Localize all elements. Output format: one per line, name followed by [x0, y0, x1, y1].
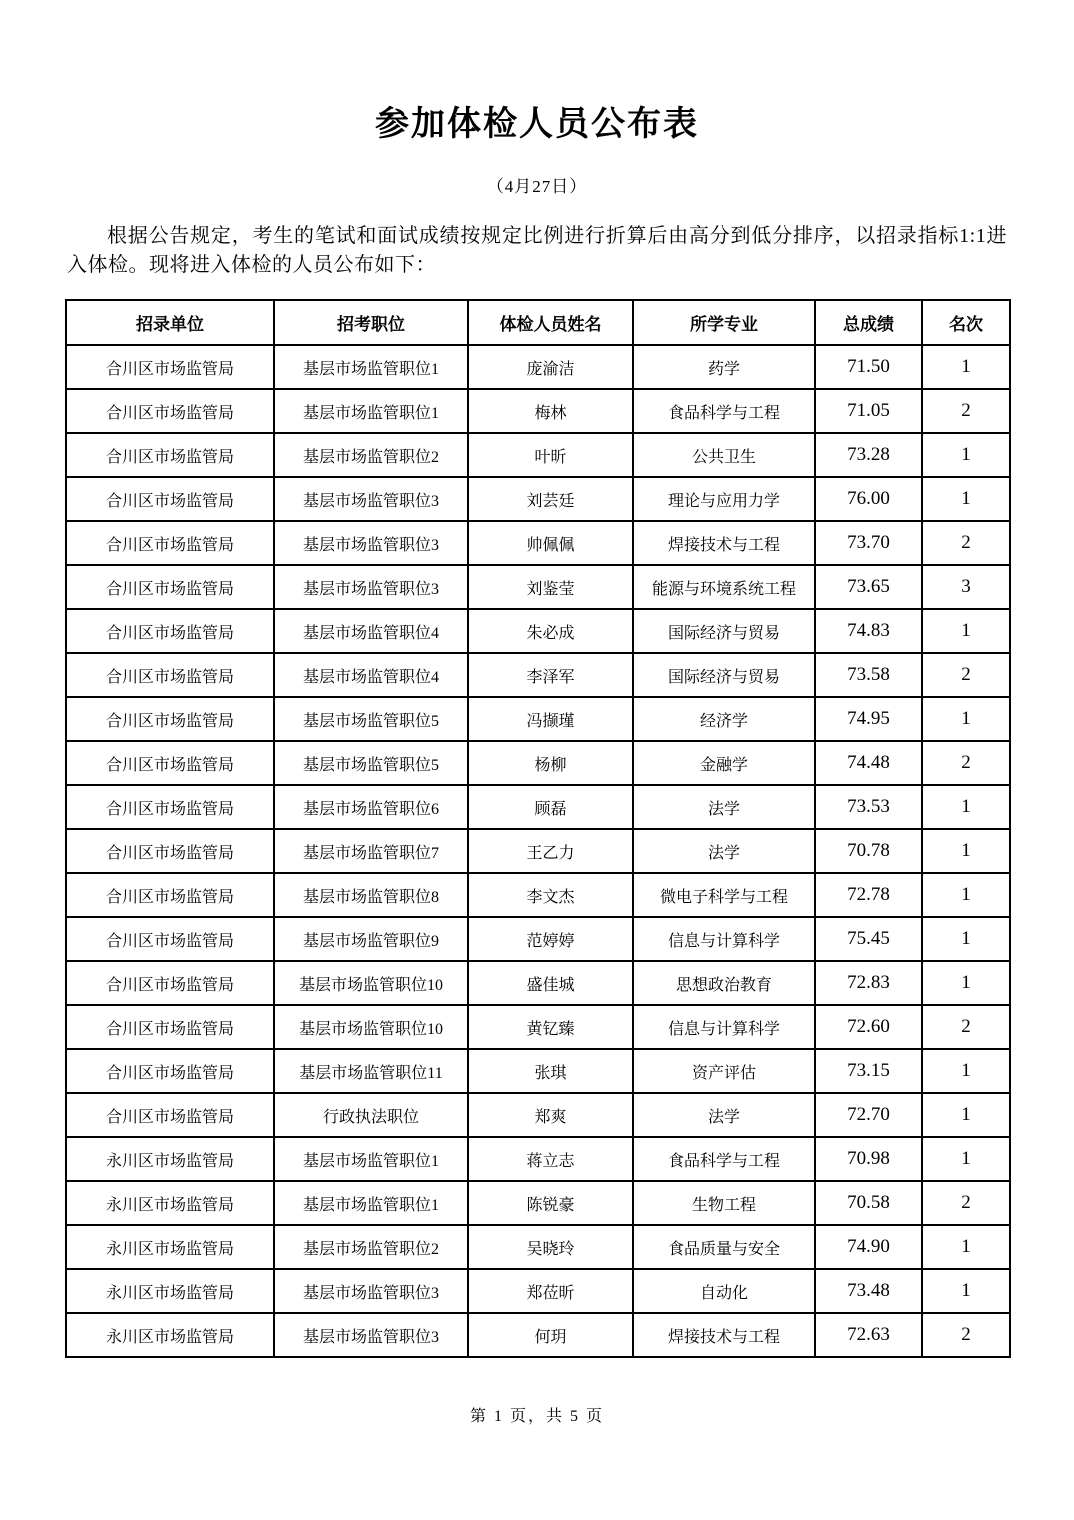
page-footer: 第 1 页，共 5 页 — [469, 1408, 604, 1425]
table-cell: 73.70 — [815, 521, 922, 565]
table-row — [66, 1005, 1010, 1049]
table-cell: 3 — [922, 565, 1010, 609]
table-cell: 食品质量与安全 — [633, 1225, 815, 1269]
table-cell: 73.65 — [815, 565, 922, 609]
table-cell: 合川区市场监管局 — [66, 961, 274, 1005]
table-cell: 1 — [922, 1093, 1010, 1137]
table-cell: 基层市场监管职位8 — [274, 873, 468, 917]
table-cell: 基层市场监管职位3 — [274, 477, 468, 521]
column-header: 招考职位 — [274, 300, 468, 345]
table-cell: 陈锐豪 — [468, 1181, 633, 1225]
table-cell: 70.58 — [815, 1181, 922, 1225]
table-cell: 1 — [922, 1269, 1010, 1313]
table-cell: 合川区市场监管局 — [66, 697, 274, 741]
table-row — [66, 1049, 1010, 1093]
table-cell: 72.63 — [815, 1313, 922, 1357]
table-cell: 经济学 — [633, 697, 815, 741]
table-cell: 基层市场监管职位10 — [274, 961, 468, 1005]
table-cell: 资产评估 — [633, 1049, 815, 1093]
table-cell: 基层市场监管职位9 — [274, 917, 468, 961]
table-cell: 基层市场监管职位4 — [274, 653, 468, 697]
table-cell: 合川区市场监管局 — [66, 829, 274, 873]
table-cell: 法学 — [633, 1093, 815, 1137]
table-row — [66, 1093, 1010, 1137]
table-cell: 2 — [922, 389, 1010, 433]
table-cell: 金融学 — [633, 741, 815, 785]
table-cell: 永川区市场监管局 — [66, 1269, 274, 1313]
table-cell: 顾磊 — [468, 785, 633, 829]
table-row — [66, 961, 1010, 1005]
table-cell: 焊接技术与工程 — [633, 1313, 815, 1357]
table-cell: 1 — [922, 345, 1010, 389]
table-row — [66, 1181, 1010, 1225]
table-row — [66, 345, 1010, 389]
table-cell: 信息与计算科学 — [633, 1005, 815, 1049]
column-header: 总成绩 — [815, 300, 922, 345]
table-cell: 基层市场监管职位1 — [274, 1181, 468, 1225]
table-cell: 法学 — [633, 829, 815, 873]
table-cell: 73.48 — [815, 1269, 922, 1313]
page-title: 参加体检人员公布表 — [375, 105, 699, 143]
table-cell: 基层市场监管职位10 — [274, 1005, 468, 1049]
table-cell: 黄钇臻 — [468, 1005, 633, 1049]
table-cell: 基层市场监管职位5 — [274, 741, 468, 785]
table-cell: 基层市场监管职位3 — [274, 521, 468, 565]
intro-paragraph: 根据公告规定，考生的笔试和面试成绩按规定比例进行折算后由高分到低分排序，以招录指标1:1进入体检。现将进入体检的人员公布如下： — [67, 225, 1007, 276]
table-cell: 理论与应用力学 — [633, 477, 815, 521]
table-cell: 合川区市场监管局 — [66, 873, 274, 917]
table-cell: 微电子科学与工程 — [633, 873, 815, 917]
table-cell: 合川区市场监管局 — [66, 609, 274, 653]
table-row — [66, 741, 1010, 785]
table-cell: 73.58 — [815, 653, 922, 697]
table-cell: 71.05 — [815, 389, 922, 433]
table-cell: 基层市场监管职位5 — [274, 697, 468, 741]
column-header: 所学专业 — [633, 300, 815, 345]
table-row — [66, 565, 1010, 609]
table-row — [66, 609, 1010, 653]
table-cell: 范婷婷 — [468, 917, 633, 961]
medical-exam-roster-table — [65, 299, 1011, 1358]
table-cell: 盛佳城 — [468, 961, 633, 1005]
table-cell: 基层市场监管职位2 — [274, 1225, 468, 1269]
table-cell: 1 — [922, 1049, 1010, 1093]
table-cell: 1 — [922, 917, 1010, 961]
table-cell: 72.70 — [815, 1093, 922, 1137]
table-cell: 永川区市场监管局 — [66, 1313, 274, 1357]
table-cell: 永川区市场监管局 — [66, 1225, 274, 1269]
table-cell: 2 — [922, 741, 1010, 785]
table-cell: 72.60 — [815, 1005, 922, 1049]
table-cell: 合川区市场监管局 — [66, 389, 274, 433]
table-cell: 72.83 — [815, 961, 922, 1005]
table-cell: 1 — [922, 1137, 1010, 1181]
table-cell: 张琪 — [468, 1049, 633, 1093]
table-cell: 基层市场监管职位6 — [274, 785, 468, 829]
table-cell: 合川区市场监管局 — [66, 477, 274, 521]
table-cell: 合川区市场监管局 — [66, 1049, 274, 1093]
table-row — [66, 1137, 1010, 1181]
table-cell: 基层市场监管职位3 — [274, 1269, 468, 1313]
table-cell: 73.15 — [815, 1049, 922, 1093]
table-cell: 72.78 — [815, 873, 922, 917]
table-cell: 帅佩佩 — [468, 521, 633, 565]
table-cell: 74.95 — [815, 697, 922, 741]
table-cell: 庞渝洁 — [468, 345, 633, 389]
table-cell: 刘鉴莹 — [468, 565, 633, 609]
table-cell: 李文杰 — [468, 873, 633, 917]
table-cell: 1 — [922, 961, 1010, 1005]
table-cell: 梅林 — [468, 389, 633, 433]
table-cell: 国际经济与贸易 — [633, 653, 815, 697]
table-cell: 基层市场监管职位7 — [274, 829, 468, 873]
page-subtitle: （4月27日） — [486, 177, 588, 196]
table-row — [66, 1225, 1010, 1269]
table-cell: 能源与环境系统工程 — [633, 565, 815, 609]
table-cell: 食品科学与工程 — [633, 389, 815, 433]
table-header-row — [66, 300, 1010, 345]
table-cell: 70.98 — [815, 1137, 922, 1181]
table-cell: 1 — [922, 829, 1010, 873]
table-cell: 杨柳 — [468, 741, 633, 785]
table-cell: 合川区市场监管局 — [66, 345, 274, 389]
table-cell: 基层市场监管职位11 — [274, 1049, 468, 1093]
table-cell: 公共卫生 — [633, 433, 815, 477]
table-cell: 吴晓玲 — [468, 1225, 633, 1269]
table-cell: 生物工程 — [633, 1181, 815, 1225]
table-cell: 74.48 — [815, 741, 922, 785]
table-row — [66, 433, 1010, 477]
table-cell: 合川区市场监管局 — [66, 917, 274, 961]
table-cell: 2 — [922, 653, 1010, 697]
table-cell: 1 — [922, 433, 1010, 477]
table-cell: 刘芸廷 — [468, 477, 633, 521]
table-cell: 合川区市场监管局 — [66, 653, 274, 697]
table-cell: 合川区市场监管局 — [66, 741, 274, 785]
table-cell: 李泽军 — [468, 653, 633, 697]
table-cell: 1 — [922, 873, 1010, 917]
table-cell: 药学 — [633, 345, 815, 389]
table-cell: 1 — [922, 785, 1010, 829]
table-cell: 朱必成 — [468, 609, 633, 653]
table-row — [66, 785, 1010, 829]
table-cell: 合川区市场监管局 — [66, 565, 274, 609]
column-header: 招录单位 — [66, 300, 274, 345]
table-cell: 2 — [922, 1005, 1010, 1049]
column-header: 名次 — [922, 300, 1010, 345]
table-row — [66, 697, 1010, 741]
table-cell: 郑莅昕 — [468, 1269, 633, 1313]
table-row — [66, 1313, 1010, 1357]
table-cell: 1 — [922, 697, 1010, 741]
table-cell: 合川区市场监管局 — [66, 521, 274, 565]
table-cell: 蒋立志 — [468, 1137, 633, 1181]
table-cell: 基层市场监管职位3 — [274, 565, 468, 609]
table-row — [66, 477, 1010, 521]
table-row — [66, 829, 1010, 873]
table-cell: 国际经济与贸易 — [633, 609, 815, 653]
table-cell: 基层市场监管职位1 — [274, 389, 468, 433]
table-cell: 焊接技术与工程 — [633, 521, 815, 565]
table-row — [66, 1269, 1010, 1313]
table-row — [66, 389, 1010, 433]
table-cell: 思想政治教育 — [633, 961, 815, 1005]
table-cell: 食品科学与工程 — [633, 1137, 815, 1181]
table-cell: 自动化 — [633, 1269, 815, 1313]
table-row — [66, 917, 1010, 961]
table-cell: 2 — [922, 1313, 1010, 1357]
table-cell: 叶昕 — [468, 433, 633, 477]
table-cell: 合川区市场监管局 — [66, 1005, 274, 1049]
table-cell: 王乙力 — [468, 829, 633, 873]
table-cell: 合川区市场监管局 — [66, 1093, 274, 1137]
table-row — [66, 873, 1010, 917]
table-cell: 基层市场监管职位1 — [274, 345, 468, 389]
table-cell: 郑爽 — [468, 1093, 633, 1137]
table-cell: 基层市场监管职位4 — [274, 609, 468, 653]
table-cell: 行政执法职位 — [274, 1093, 468, 1137]
table-cell: 73.53 — [815, 785, 922, 829]
table-cell: 74.83 — [815, 609, 922, 653]
table-cell: 合川区市场监管局 — [66, 433, 274, 477]
table-cell: 1 — [922, 609, 1010, 653]
table-cell: 2 — [922, 1181, 1010, 1225]
table-cell: 71.50 — [815, 345, 922, 389]
table-row — [66, 653, 1010, 697]
table-cell: 法学 — [633, 785, 815, 829]
column-header: 体检人员姓名 — [468, 300, 633, 345]
table-cell: 合川区市场监管局 — [66, 785, 274, 829]
table-cell: 73.28 — [815, 433, 922, 477]
table-cell: 1 — [922, 1225, 1010, 1269]
table-cell: 基层市场监管职位2 — [274, 433, 468, 477]
table-cell: 2 — [922, 521, 1010, 565]
table-cell: 永川区市场监管局 — [66, 1137, 274, 1181]
table-cell: 永川区市场监管局 — [66, 1181, 274, 1225]
table-cell: 75.45 — [815, 917, 922, 961]
table-cell: 冯撷瑾 — [468, 697, 633, 741]
table-cell: 74.90 — [815, 1225, 922, 1269]
table-cell: 70.78 — [815, 829, 922, 873]
table-cell: 基层市场监管职位3 — [274, 1313, 468, 1357]
table-cell: 信息与计算科学 — [633, 917, 815, 961]
table-cell: 76.00 — [815, 477, 922, 521]
table-cell: 1 — [922, 477, 1010, 521]
table-row — [66, 521, 1010, 565]
table-cell: 何玥 — [468, 1313, 633, 1357]
table-cell: 基层市场监管职位1 — [274, 1137, 468, 1181]
